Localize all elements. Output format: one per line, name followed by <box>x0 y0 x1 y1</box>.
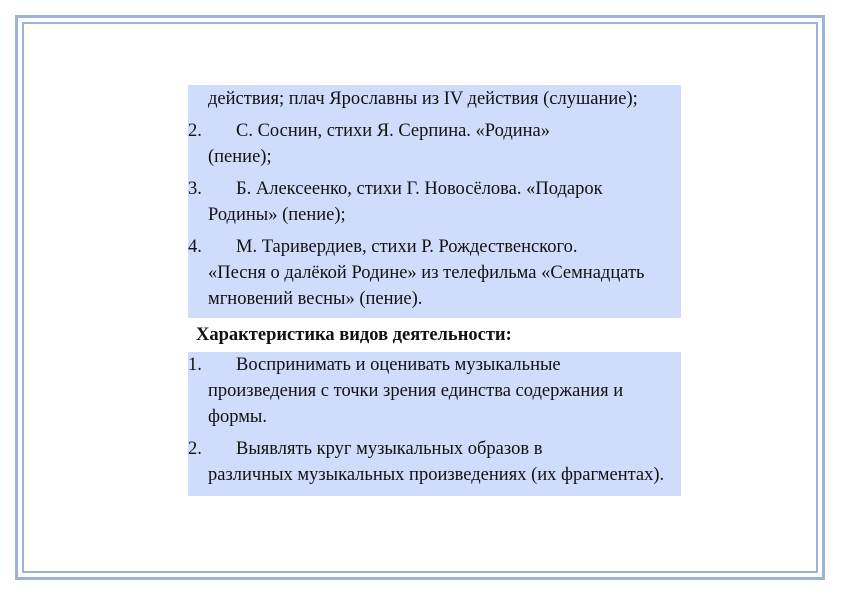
activities-list <box>188 352 681 496</box>
list-item <box>188 176 675 228</box>
list-item-first-line: Воспринимать и оценивать музыкальные <box>236 355 561 375</box>
list-item <box>188 234 675 312</box>
list-item-first-line: Б. Алексеенко, стихи Г. Новосёлова. «Подарок <box>236 179 603 199</box>
list-item-rest: «Песня о далёкой Родине» из телефильма «Семнадцать мгновений весны» (пение). <box>208 263 645 309</box>
list-number: 4. <box>188 237 202 257</box>
list-item-rest: (пение); <box>208 147 272 167</box>
list-item-rest: Родины» (пение); <box>208 205 346 225</box>
list-number: 2. <box>188 439 202 459</box>
list-item-first-line: С. Соснин, стихи Я. Серпина. «Родина» <box>236 121 551 141</box>
list-number: 1. <box>188 355 202 375</box>
list-item <box>188 352 675 430</box>
works-list <box>188 85 681 318</box>
list-number: 2. <box>188 121 202 141</box>
list-item-rest: различных музыкальных произведениях (их фрагментах). <box>208 465 665 485</box>
list-item-rest: произведения с точки зрения единства содержания и формы. <box>208 381 624 427</box>
list-item-first-line: М. Таривердиев, стихи Р. Рождественского. <box>236 237 578 257</box>
list-item-first-line: Выявлять круг музыкальных образов в <box>236 439 543 459</box>
text-content <box>188 85 681 496</box>
section-heading-text: Характеристика видов деятельности: <box>196 322 512 348</box>
list-item <box>188 436 675 488</box>
list-number: 3. <box>188 179 202 199</box>
section-heading <box>188 318 681 352</box>
list-item-continuation: действия; плач Ярославны из IV действия (слушание); <box>208 89 638 109</box>
list-item <box>188 118 675 170</box>
